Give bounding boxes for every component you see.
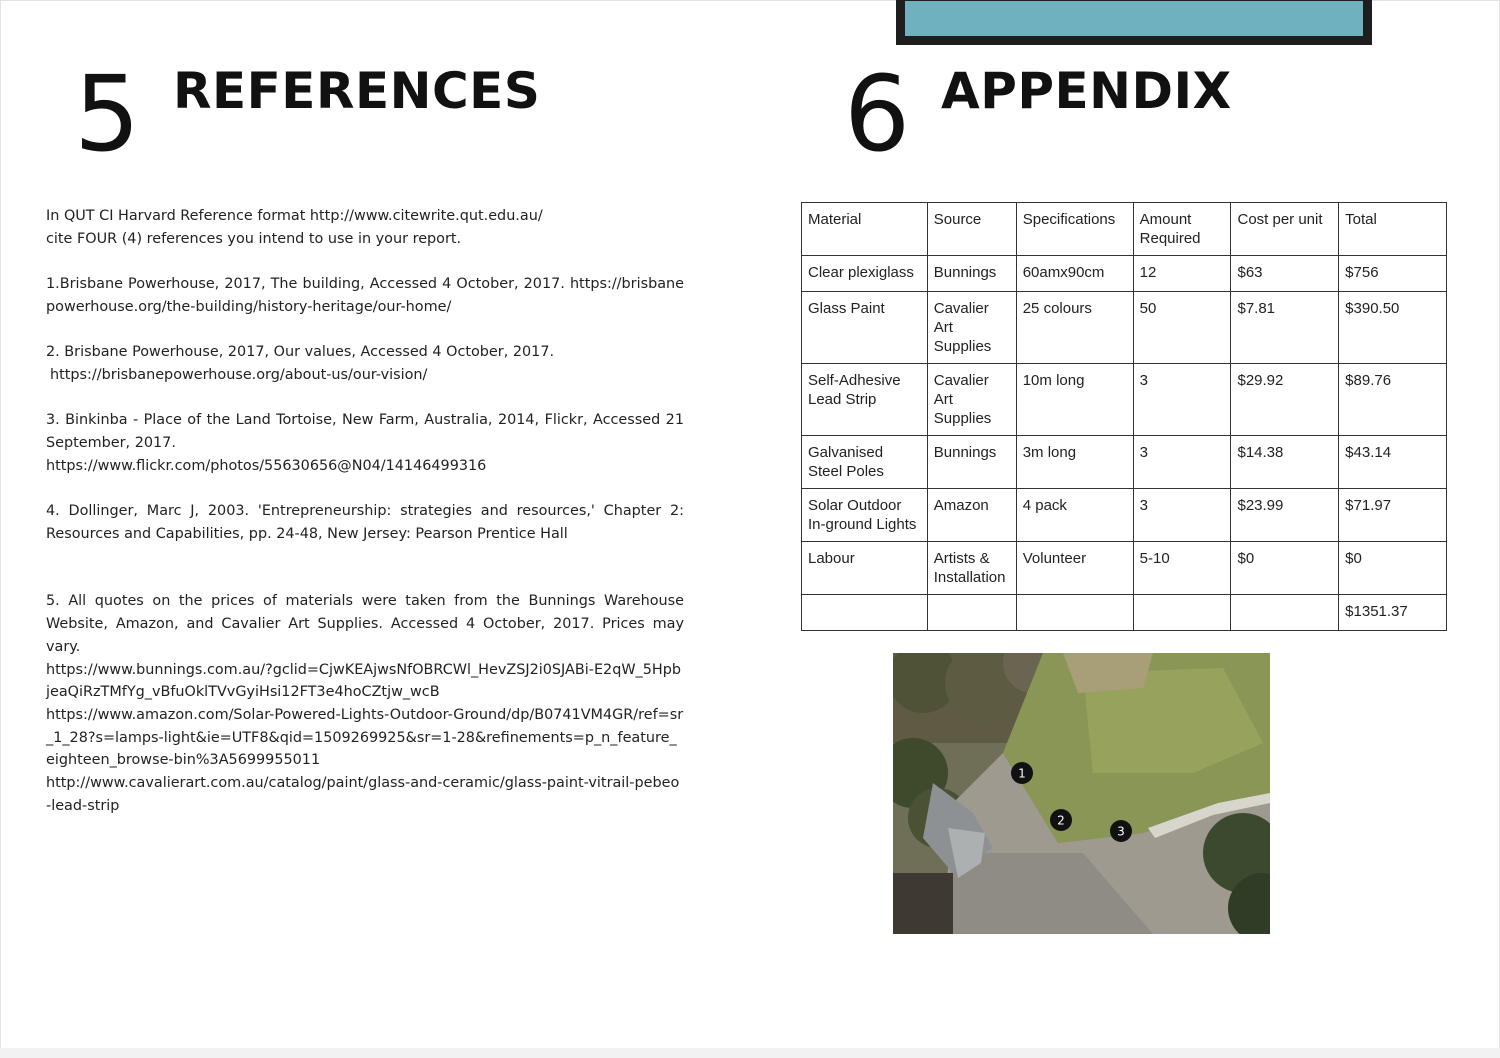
table-cell bbox=[927, 595, 1016, 631]
site-marker-2-label: 2 bbox=[1057, 813, 1065, 828]
table-cell: 50 bbox=[1133, 292, 1231, 364]
table-cell: Labour bbox=[802, 542, 928, 595]
reference-5-url-bunnings: https://www.bunnings.com.au/?gclid=CjwKEAjwsNfOBRCWl_HevZSJ2i0SJABi-E2qW_5HpbjeaQiRzTMfYg_vBfuOklTVvGyiHsi12FT3e4hoCZtjw_wcB bbox=[46, 661, 681, 701]
table-cell: Artists & Installation bbox=[927, 542, 1016, 595]
table-cell bbox=[1016, 595, 1133, 631]
table-row bbox=[802, 542, 1447, 595]
references-intro-line2: cite FOUR (4) references you intend to use in your report. bbox=[46, 230, 462, 247]
table-cell: $0 bbox=[1339, 542, 1447, 595]
section-number-references: 5 bbox=[74, 53, 137, 175]
table-cell: Glass Paint bbox=[802, 292, 928, 364]
table-row bbox=[802, 489, 1447, 542]
table-cell: 12 bbox=[1133, 256, 1231, 292]
reference-2: 2. Brisbane Powerhouse, 2017, Our values, Accessed 4 October, 2017. bbox=[46, 344, 555, 361]
table-cell: 4 pack bbox=[1016, 489, 1133, 542]
table-cell: 3 bbox=[1133, 436, 1231, 489]
table-cell bbox=[1133, 595, 1231, 631]
header-cost: Cost per unit bbox=[1231, 203, 1339, 256]
table-cell: $43.14 bbox=[1339, 436, 1447, 489]
table-cell: 60amx90cm bbox=[1016, 256, 1133, 292]
table-cell: $71.97 bbox=[1339, 489, 1447, 542]
aerial-site-photo-art bbox=[893, 653, 1270, 934]
table-cell: Bunnings bbox=[927, 436, 1016, 489]
grand-total: $1351.37 bbox=[1339, 595, 1447, 631]
table-cell: 3 bbox=[1133, 364, 1231, 436]
reference-5-url-cavalier: http://www.cavalierart.com.au/catalog/paint/glass-and-ceramic/glass-paint-vitrail-pebeo-lead-strip bbox=[46, 775, 680, 814]
table-cell: 25 colours bbox=[1016, 292, 1133, 364]
header-source: Source bbox=[927, 203, 1016, 256]
table-cell: $89.76 bbox=[1339, 364, 1447, 436]
references-intro-line1: In QUT CI Harvard Reference format http://www.citewrite.qut.edu.au/ bbox=[46, 208, 543, 224]
table-cell: Amazon bbox=[927, 489, 1016, 542]
table-cell: Cavalier Art Supplies bbox=[927, 364, 1016, 436]
section-title-references: REFERENCES bbox=[173, 62, 541, 120]
table-cell: Clear plexiglass bbox=[802, 256, 928, 292]
table-cell: $23.99 bbox=[1231, 489, 1339, 542]
table-cell: $29.92 bbox=[1231, 364, 1339, 436]
table-cell: 10m long bbox=[1016, 364, 1133, 436]
reference-2-url: https://brisbanepowerhouse.org/about-us/our-vision/ bbox=[50, 366, 428, 383]
page-bottom-strip bbox=[0, 1048, 1500, 1058]
header-material: Material bbox=[802, 203, 928, 256]
reference-1: 1.Brisbane Powerhouse, 2017, The building, Accessed 4 October, 2017. https://brisbanepowerhouse.org/the-building/history-heritage/our-home/ bbox=[46, 276, 684, 315]
table-row bbox=[802, 292, 1447, 364]
section-title-appendix: APPENDIX bbox=[941, 62, 1232, 120]
materials-table bbox=[801, 202, 1447, 631]
table-row bbox=[802, 256, 1447, 292]
table-cell: 5-10 bbox=[1133, 542, 1231, 595]
reference-5: 5. All quotes on the prices of materials were taken from the Bunnings Warehouse Website, Amazon, and Cavalier Art Supplies. Accessed 4 October, 2017. Prices may vary. bbox=[46, 593, 684, 655]
table-row bbox=[802, 436, 1447, 489]
table-cell: $0 bbox=[1231, 542, 1339, 595]
table-total-row bbox=[802, 595, 1447, 631]
reference-4: 4. Dollinger, Marc J, 2003. 'Entrepreneurship: strategies and resources,' Chapter 2: Resources and Capabilities, pp. 24-48, New Jersey: Pearson Prentice Hall bbox=[46, 503, 684, 542]
table-cell: $63 bbox=[1231, 256, 1339, 292]
table-cell bbox=[1231, 595, 1339, 631]
table-cell: 3m long bbox=[1016, 436, 1133, 489]
header-total: Total bbox=[1339, 203, 1447, 256]
section-number-appendix: 6 bbox=[844, 53, 907, 175]
table-cell: Bunnings bbox=[927, 256, 1016, 292]
table-cell: $756 bbox=[1339, 256, 1447, 292]
table-cell: Solar Outdoor In-ground Lights bbox=[802, 489, 928, 542]
table-cell: 3 bbox=[1133, 489, 1231, 542]
table-cell bbox=[802, 595, 928, 631]
table-cell: Volunteer bbox=[1016, 542, 1133, 595]
top-banner bbox=[896, 0, 1372, 45]
reference-3: 3. Binkinba - Place of the Land Tortoise, New Farm, Australia, 2014, Flickr, Accessed 21 September, 2017. bbox=[46, 412, 684, 451]
table-cell: Galvanised Steel Poles bbox=[802, 436, 928, 489]
header-amount: Amount Required bbox=[1133, 203, 1231, 256]
header-specifications: Specifications bbox=[1016, 203, 1133, 256]
references-list bbox=[46, 205, 684, 818]
aerial-site-photo bbox=[893, 653, 1270, 934]
reference-5-url-amazon: https://www.amazon.com/Solar-Powered-Lights-Outdoor-Ground/dp/B0741VM4GR/ref=sr_1_28?s=lamps-light&ie=UTF8&qid=1509269925&sr=1-28&refinements=p_n_feature_eighteen_browse-bin%3A5699955011 bbox=[46, 707, 684, 769]
table-cell: $7.81 bbox=[1231, 292, 1339, 364]
site-marker-3-label: 3 bbox=[1117, 824, 1125, 839]
table-row bbox=[802, 364, 1447, 436]
table-cell: Self-Adhesive Lead Strip bbox=[802, 364, 928, 436]
reference-3-url: https://www.flickr.com/photos/55630656@N04/14146499316 bbox=[46, 457, 487, 474]
site-marker-1-label: 1 bbox=[1018, 766, 1026, 781]
table-cell: Cavalier Art Supplies bbox=[927, 292, 1016, 364]
table-header-row bbox=[802, 203, 1447, 256]
table-cell: $390.50 bbox=[1339, 292, 1447, 364]
table-cell: $14.38 bbox=[1231, 436, 1339, 489]
